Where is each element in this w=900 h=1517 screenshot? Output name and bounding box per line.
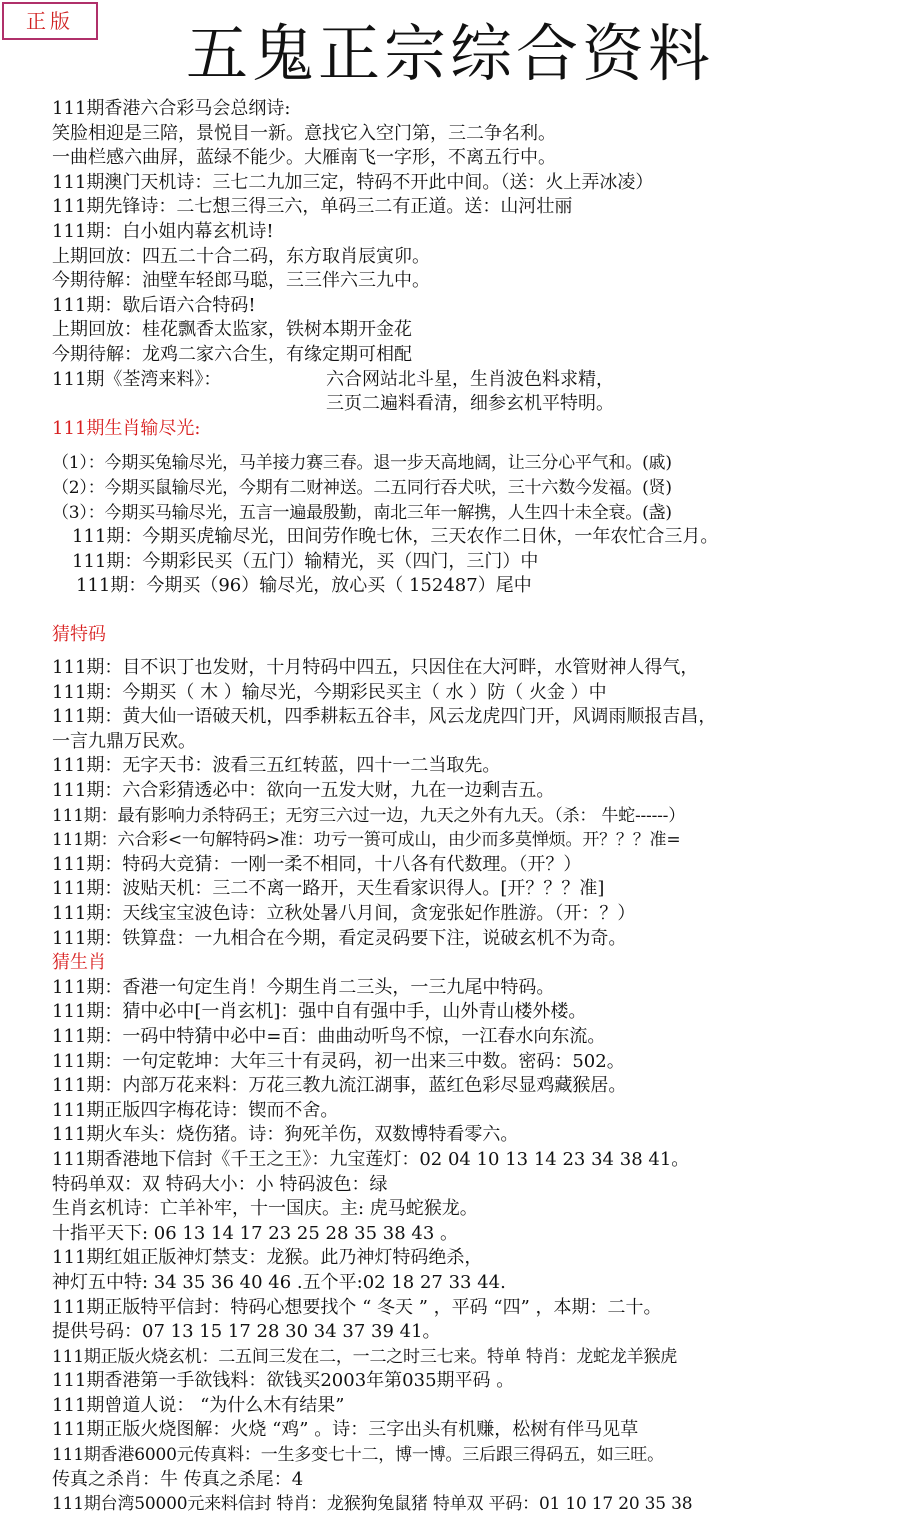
- text-line: 111期：波贴天机：三二不离一路开，天生看家识得人。[开？？？准]: [52, 878, 605, 900]
- text-line: 生肖玄机诗：亡羊补牢，十一国庆。主: 虎马蛇猴龙。: [52, 1198, 478, 1220]
- quanwan-line-1: 六合网站北斗星，生肖波色料求精，: [326, 368, 614, 390]
- quanwan-block: [52, 368, 900, 417]
- spacer: [52, 599, 900, 624]
- text-line: 111期：猜中必中[一肖玄机]：强中自有强中手，山外青山楼外楼。: [52, 1001, 587, 1023]
- text-line: 111期：一码中特猜中必中=百：曲曲动听鸟不惊，一江春水向东流。: [52, 1025, 606, 1047]
- text-line: 111期：黄大仙一语破天机，四季耕耘五谷丰，风云龙虎四门开，风调雨顺报吉昌，: [52, 706, 717, 728]
- text-line: 111期：今期彩民买（五门）输精光，买（四门，三门）中: [72, 550, 539, 572]
- text-line: 111期香港六合彩马会总纲诗:: [52, 98, 291, 119]
- text-line: 111期：无字天书：波看三五红转蓝，四十一二当取先。: [52, 755, 501, 777]
- text-line: 一言九鼎万民欢。: [52, 730, 196, 752]
- text-line: 111期火车头：烧伤猪。诗：狗死羊伤，双数博特看零六。: [52, 1124, 519, 1146]
- text-line: 111期正版火烧玄机：二五间三发在二，一二之时三七来。特单 特肖：龙蛇龙羊猴虎: [52, 1346, 678, 1367]
- text-line: （2）：今期买鼠输尽光，今期有二财神送。二五同行吞犬吠，三十六数今发福。(贤): [52, 477, 672, 498]
- text-line: 111期：特码大竞猜：一刚一柔不相同，十八各有代数理。（开？）: [52, 853, 582, 875]
- text-line: 一曲栏感六曲屏，蓝绿不能少。大雁南飞一字形，不离五行中。: [52, 147, 556, 169]
- section-caishengxiao: [52, 976, 900, 1517]
- text-line: 111期：今期买（96）输尽光，放心买（ 152487）尾中: [76, 575, 532, 597]
- spacer: [52, 648, 900, 656]
- heading-shengxiao-shuchuguang: 111期生肖输尽光:: [52, 417, 201, 439]
- text-line: 111期香港第一手欲钱料：欲钱买2003年第035期平码 。: [52, 1370, 515, 1392]
- text-line: 今期待解：油壁车轻郎马聪，三三伴六三九中。: [52, 270, 430, 292]
- text-line: 111期：天线宝宝波色诗：立秋处暑八月间，贪宠张妃作胜游。（开：？）: [52, 903, 636, 924]
- text-line: 111期：一句定乾坤：大年三十有灵码，初一出来三中数。密码：502。: [52, 1050, 625, 1072]
- text-line: 111期：六合彩猜透必中：欲向一五发大财，九在一边剩吉五。: [52, 780, 555, 802]
- spacer: [52, 392, 326, 417]
- text-line: 111期：最有影响力杀特码王；无穷三六过一边，九天之外有九天。（杀： 牛蛇------）: [52, 805, 686, 826]
- text-line: 上期回放：四五二十合二码，东方取肖辰寅卯。: [52, 245, 430, 267]
- text-line: 111期香港地下信封《千王之王》：九宝莲灯：02 04 10 13 14 23 34 38 41。: [52, 1148, 690, 1170]
- text-line: 提供号码：07 13 15 17 28 30 34 37 39 41。: [52, 1321, 441, 1343]
- text-line: 111期：目不识丁也发财，十月特码中四五，只因住在大河畔，水管财神人得气，: [52, 657, 699, 679]
- heading-caitema: 猜特码: [52, 624, 106, 646]
- text-line: 111期红姐正版神灯禁支：龙猴。此乃神灯特码绝杀，: [52, 1247, 483, 1269]
- text-line: 今期待解：龙鸡二家六合生，有缘定期可相配: [52, 343, 412, 365]
- quanwan-line-2: 三页二遍料看清，细参玄机平特明。: [326, 393, 614, 415]
- text-line: 111期正版特平信封：特码心想要找个 “ 冬天 ” ，平码 “四” ，本期：二十。: [52, 1296, 662, 1318]
- text-line: 111期：香港一句定生肖！今期生肖二三头，一三九尾中特码。: [52, 976, 555, 998]
- text-line: （1）：今期买兔输尽光，马羊接力赛三春。退一步天高地阔，让三分心平气和。(戚): [52, 453, 672, 474]
- text-line: 111期：白小姐内幕玄机诗!: [52, 220, 274, 242]
- section-shuchuguang: [52, 451, 900, 599]
- section-hk-poems: [52, 97, 900, 368]
- text-line: 十指平天下: 06 13 14 17 23 25 28 35 38 43 。: [52, 1222, 459, 1244]
- text-line: 111期正版火烧图解：火烧 “鸡” 。诗：三字出头有机赚，松树有伴马见草: [52, 1419, 639, 1441]
- text-line: 111期：今期买（ 木 ）输尽光，今期彩民买主（ 水 ）防（ 火金 ）中: [52, 681, 607, 703]
- text-line: 上期回放：桂花飘香太监家，铁树本期开金花: [52, 319, 412, 341]
- text-line: 111期先锋诗：二七想三得三六，单码三二有正道。送：山河壮丽: [52, 196, 573, 218]
- text-line: 111期：今期买虎输尽光，田间劳作晚七休，三天农作二日休，一年农忙合三月。: [72, 526, 719, 548]
- text-line: 111期香港6000元传真料：一生多变七十二，博一博。三后跟三得码五，如三旺。: [52, 1445, 664, 1466]
- text-line: 111期：内部万花来料：万花三教九流江湖事，蓝红色彩尽显鸡藏猴居。: [52, 1075, 627, 1097]
- text-line: 111期正版四字梅花诗：锲而不舍。: [52, 1099, 339, 1121]
- text-line: 神灯五中特: 34 35 36 40 46 .五个平:02 18 27 33 44.: [52, 1271, 506, 1293]
- spacer: [52, 441, 900, 451]
- edition-badge: 正版: [2, 2, 98, 40]
- text-line: 特码单双：双 特码大小：小 特码波色：绿: [52, 1173, 388, 1195]
- text-line: 111期：歇后语六合特码!: [52, 294, 256, 316]
- section-caitema: [52, 656, 900, 951]
- text-line: 111期澳门天机诗：三七二九加三定，特码不开此中间。（送：火上弄冰凌）: [52, 171, 654, 193]
- text-line: 传真之杀肖：牛 传真之杀尾：4: [52, 1468, 304, 1490]
- text-line: 111期：六合彩<一句解特码>准：功亏一篑可成山，由少而多莫惮烦。开？？？准=: [52, 830, 681, 851]
- text-line: 笑脸相迎是三陪，景悦目一新。意找它入空门第，三二争名利。: [52, 122, 556, 144]
- text-line: 111期曾道人说： “为什么木有结果”: [52, 1394, 345, 1416]
- content-body: [52, 97, 900, 1517]
- quanwan-label: 111期《荃湾来料》：: [52, 368, 222, 390]
- text-line: （3）：今期买马输尽光，五言一遍最殷勤，南北三年一解携，人生四十未全衰。(盏): [52, 502, 672, 523]
- text-line: 111期台湾50000元来料信封 特肖：龙猴狗兔鼠猪 特单双 平码：01 10 17 20 35 38: [52, 1494, 693, 1515]
- page-title: 五鬼正宗综合资料: [185, 17, 714, 90]
- heading-caishengxiao: 猜生肖: [52, 952, 106, 974]
- text-line: 111期：铁算盘：一九相合在今期，看定灵码要下注，说破玄机不为奇。: [52, 927, 627, 949]
